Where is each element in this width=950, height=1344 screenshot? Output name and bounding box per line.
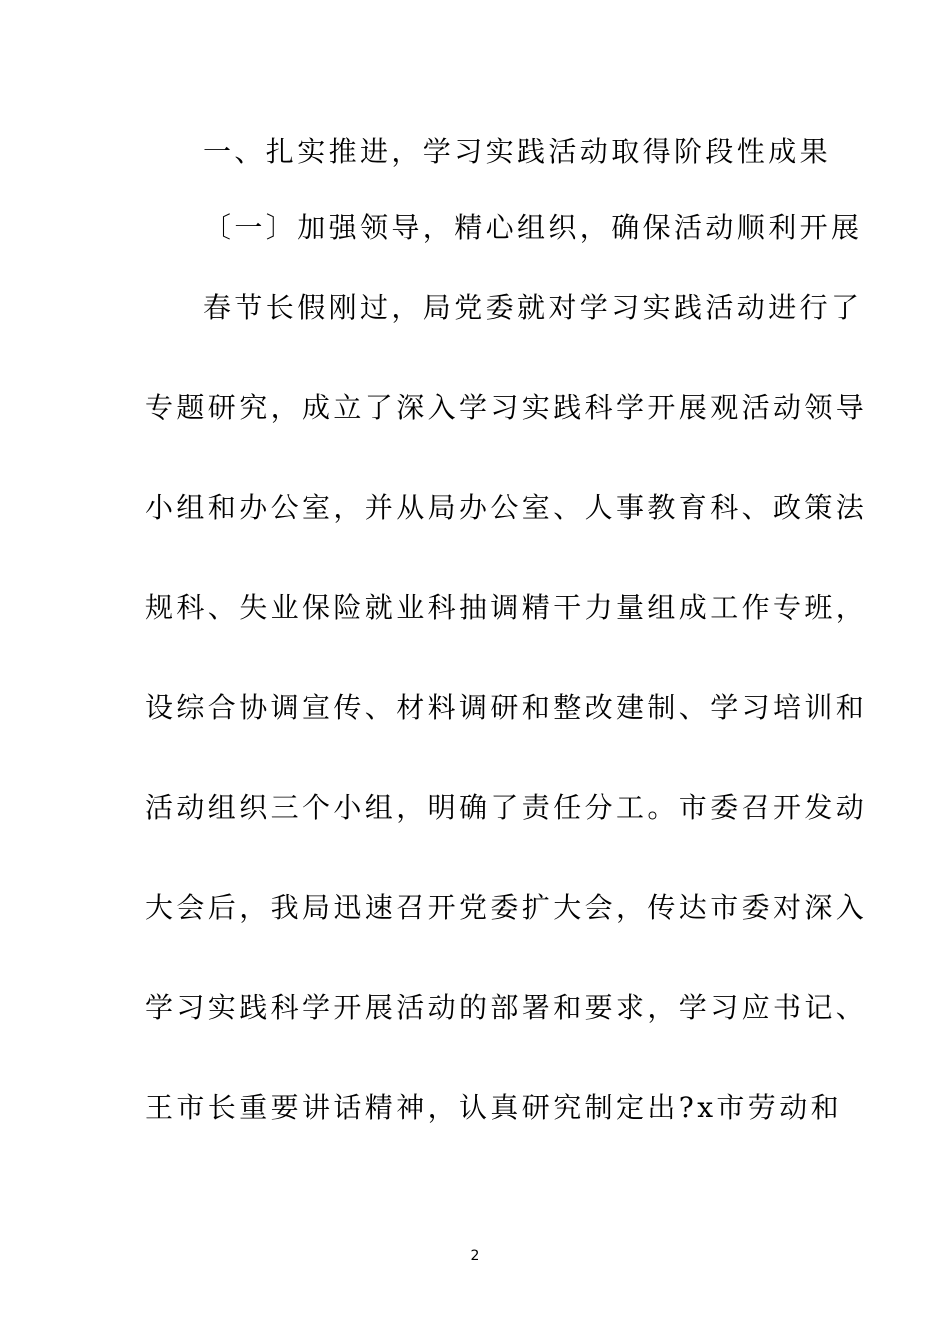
paragraph-line: 设综合协调宣传、材料调研和整改建制、学习培训和 <box>145 691 868 724</box>
paragraph-line: 专题研究，成立了深入学习实践科学开展观活动领导 <box>145 391 868 424</box>
paragraph-line: 春节长假刚过，局党委就对学习实践活动进行了 <box>203 291 863 324</box>
paragraph-line: 小组和办公室，并从局办公室、人事教育科、政策法 <box>145 491 868 524</box>
page-number: 2 <box>470 1248 480 1264</box>
paragraph-line: 大会后，我局迅速召开党委扩大会，传达市委对深入 <box>145 891 868 924</box>
section-heading: 一、扎实推进，学习实践活动取得阶段性成果 <box>203 135 832 168</box>
paragraph-line: 活动组织三个小组，明确了责任分工。市委召开发动 <box>145 791 868 824</box>
paragraph-line: 规科、失业保险就业科抽调精干力量组成工作专班， <box>145 591 868 624</box>
paragraph-line: 学习实践科学开展活动的部署和要求，学习应书记、 <box>145 991 868 1024</box>
paragraph-line: 王市长重要讲话精神，认真研究制定出?x市劳动和 <box>145 1091 843 1124</box>
subsection-heading: 〔一〕加强领导，精心组织，确保活动顺利开展 <box>203 211 863 244</box>
